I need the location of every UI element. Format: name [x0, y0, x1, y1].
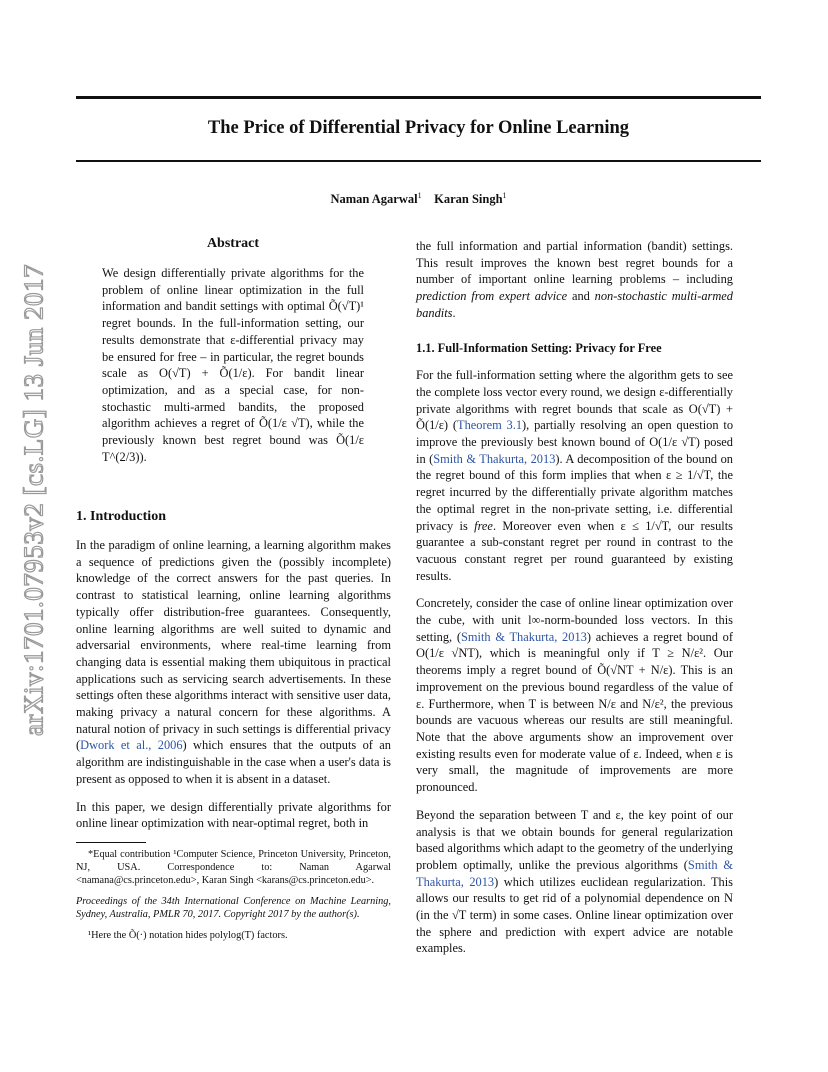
paper-title: The Price of Differential Privacy for Online Learning [207, 118, 630, 138]
proceedings-note [76, 895, 391, 921]
affiliation-footnote: *Equal contribution ¹Computer Science, Princeton University, Princeton, NJ, USA. Correspondence to: Naman Agarwal <namana@cs.princeton.edu>, Karan Singh <karans@cs.princeton.edu>. [76, 849, 391, 886]
text-run: prediction from expert advice [416, 289, 568, 304]
text-run: ) which ensures that the outputs of an algorithm are indistinguishable in the case when a user's data is present as opposed to when it is absent in a dataset. [76, 738, 391, 786]
author-name: Naman Agarwal [330, 192, 418, 207]
abstract-body [102, 265, 364, 465]
citation-link[interactable]: Smith & Thakurta, 2013 [461, 629, 587, 644]
text-run: ). A decomposition of the bound on the regret bound of this form implies that when ε ≥ 1/√T, the regret incurred by the differentially private algorithm matches the optimal regret in the non-private setting, i.e. differential privacy is [416, 451, 733, 533]
author-list [76, 191, 761, 207]
author-name: Karan Singh [434, 192, 503, 207]
author-mark: 1 [502, 191, 507, 200]
text-run: For the full-information setting where the algorithm gets to see the complete loss vector every round, we design ε-differentially private algorithms with regret bounds that scale as O(√T) + Õ(1/ε) ( [416, 368, 733, 433]
intro-paragraph-2: In this paper, we design differentially private algorithms for online linear optimization with near-optimal regret, both in [76, 799, 391, 831]
text-run: and [567, 289, 595, 304]
text-run: free [474, 518, 493, 533]
text-run: . Moreover even when ε ≤ 1/√T, our results guarantee a sub-constant regret per round in contrast to the vacuous constant regret per round guaranteed by existing results. [416, 518, 733, 583]
right-column [416, 238, 733, 957]
intro-paragraph-1 [76, 537, 391, 788]
bottom-rule [76, 160, 761, 162]
author-mark: 1 [417, 191, 422, 200]
abstract-text: We design differentially private algorithms for the problem of online linear optimization in the full information and bandit settings with optimal Õ(√T)¹ regret bounds. In the full-information setting, our results demonstrate that ε-differential privacy may be ensured for free – in particular, the regret bounds scale as O(√T) + Õ(1/ε). For bandit linear optimization, and as a special case, for non-stochastic multi-armed bandits, the proposed algorithm achieves a regret of Õ(1/ε √T), while the previously known best regret bound was Õ(1/ε T^(2/3)). [102, 266, 364, 464]
text-run: In the paradigm of online learning, a learning algorithm makes a sequence of predictions given the (possibly incomplete) knowledge of the correct answers for the past queries. In contrast to statistical learning, online learning algorithms typically offer distribution-free guarantees. Consequently, online learning algorithms are well suited to dynamic and adversarial environments, where real-time learning from changing data is essential making them ubiquitous in practical applications such as servicing search advertisements. In these settings often these algorithms interact with sensitive user data, making privacy a natural concern for these algorithms. A natural notion of privacy in such settings is differential privacy ( [76, 538, 391, 753]
proceedings-text: Proceedings of the 34th International Conference on Machine Learning, Sydney, Australia, PMLR 70, 2017. Copyright 2017 by the author(s). [76, 896, 391, 920]
text-run: Concretely, consider the case of online linear optimization over the cube, with unit l∞-norm-bounded loss vectors. In this setting, ( [416, 596, 733, 644]
text-run: the full information and partial information (bandit) settings. This result improves the known best regret bounds for a number of important online learning problems – including [416, 239, 733, 287]
text-run: ) which utilizes euclidean regularization. This allows our results to get rid of a polynomial dependence on N (in the √T term) in some cases. Online linear optimization over the sphere and prediction with expert advice are notable examples. [416, 874, 733, 956]
abstract-heading: Abstract [206, 236, 260, 251]
text-run: . [452, 305, 456, 320]
citation-link[interactable]: Smith & Thakurta, 2013 [433, 451, 556, 466]
arxiv-stamp [14, 264, 54, 736]
right-paragraph-3 [416, 807, 733, 957]
subsection-heading: 1.1. Full-Information Setting: Privacy for Free [416, 340, 662, 355]
top-rule [76, 96, 761, 99]
intro-heading: 1. Introduction [76, 509, 166, 524]
right-paragraph-2 [416, 595, 733, 795]
footnotes [76, 848, 391, 950]
theorem-link[interactable]: Theorem 3.1 [457, 418, 523, 433]
intro-body [76, 537, 391, 832]
text-run: non-stochastic multi-armed bandits [416, 289, 733, 320]
footnote-rule [76, 842, 146, 843]
footnote-1: ¹Here the Õ(·) notation hides polylog(T) factors. [88, 930, 288, 941]
arxiv-stamp-text: arXiv:1701.07953v2 [cs.LG] 13 Jun 2017 [18, 264, 49, 736]
right-paragraph-0 [416, 238, 733, 322]
citation-link[interactable]: Dwork et al., 2006 [80, 738, 183, 753]
text-run: ) achieves a regret bound of O(1/ε √NT), which is meaningful only if T ≥ N/ε². Our theorems imply a regret bound of Õ(√NT + N/ε). This is an improvement on the previous bound regardless of the value of ε. Furthermore, when T is between N/ε and N/ε², the previous bounds are vacuous whereas our results are still meaningful. Note that the above arguments show an improvement over existing results even for moderate value of ε. Indeed, when ε is very small, the magnitude of improvements are more pronounced. [416, 629, 733, 795]
text-run: ), partially resolving an open question to improve the previously best known bound of O(1/ε √T) posed in ( [416, 418, 734, 466]
text-run: Beyond the separation between T and ε, the key point of our analysis is that we obtain bounds for general regularization based algorithms which adapt to the geometry of the underlying problem optimally, unlike the previous algorithms ( [416, 807, 733, 872]
right-paragraph-1 [416, 367, 733, 584]
citation-link[interactable]: Smith & Thakurta, 2013 [416, 857, 733, 889]
